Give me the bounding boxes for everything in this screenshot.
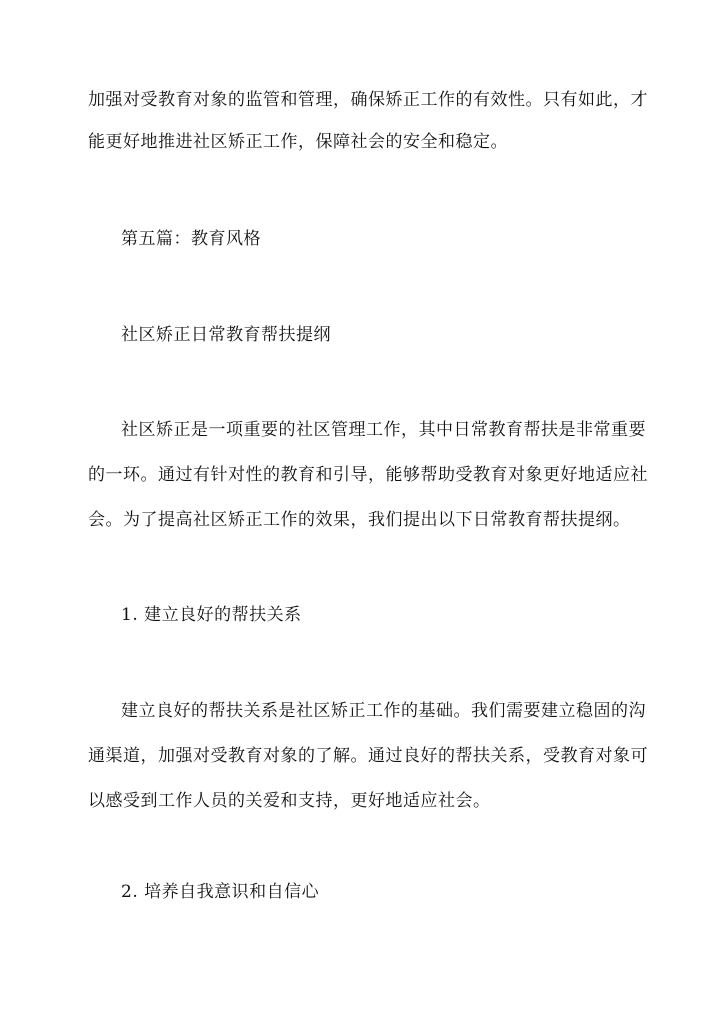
item-2-heading: 2. 培养自我意识和自信心 [121, 882, 320, 902]
overview-paragraph-line-3: 会。为了提高社区矫正工作的效果，我们提出以下日常教育帮扶提纲。 [88, 510, 631, 530]
item-1-paragraph-line-3: 以感受到工作人员的关爱和支持，更好地适应社会。 [88, 791, 491, 811]
outline-title: 社区矫正日常教育帮扶提纲 [121, 325, 331, 345]
item-1-heading: 1. 建立良好的帮扶关系 [121, 605, 302, 625]
item-1-paragraph-line-1: 建立良好的帮扶关系是社区矫正工作的基础。我们需要建立稳固的沟 [121, 701, 646, 721]
overview-paragraph-line-2: 的一环。通过有针对性的教育和引导，能够帮助受教育对象更好地适应社 [88, 465, 648, 485]
item-1-paragraph-line-2: 通渠道，加强对受教育对象的了解。通过良好的帮扶关系，受教育对象可 [88, 746, 648, 766]
section-title: 第五篇：教育风格 [121, 229, 261, 249]
intro-paragraph-line-2: 能更好地推进社区矫正工作，保障社会的安全和稳定。 [88, 132, 508, 152]
intro-paragraph-line-1: 加强对受教育对象的监管和管理，确保矫正工作的有效性。只有如此，才 [88, 90, 648, 110]
overview-paragraph-line-1: 社区矫正是一项重要的社区管理工作，其中日常教育帮扶是非常重要 [121, 420, 646, 440]
